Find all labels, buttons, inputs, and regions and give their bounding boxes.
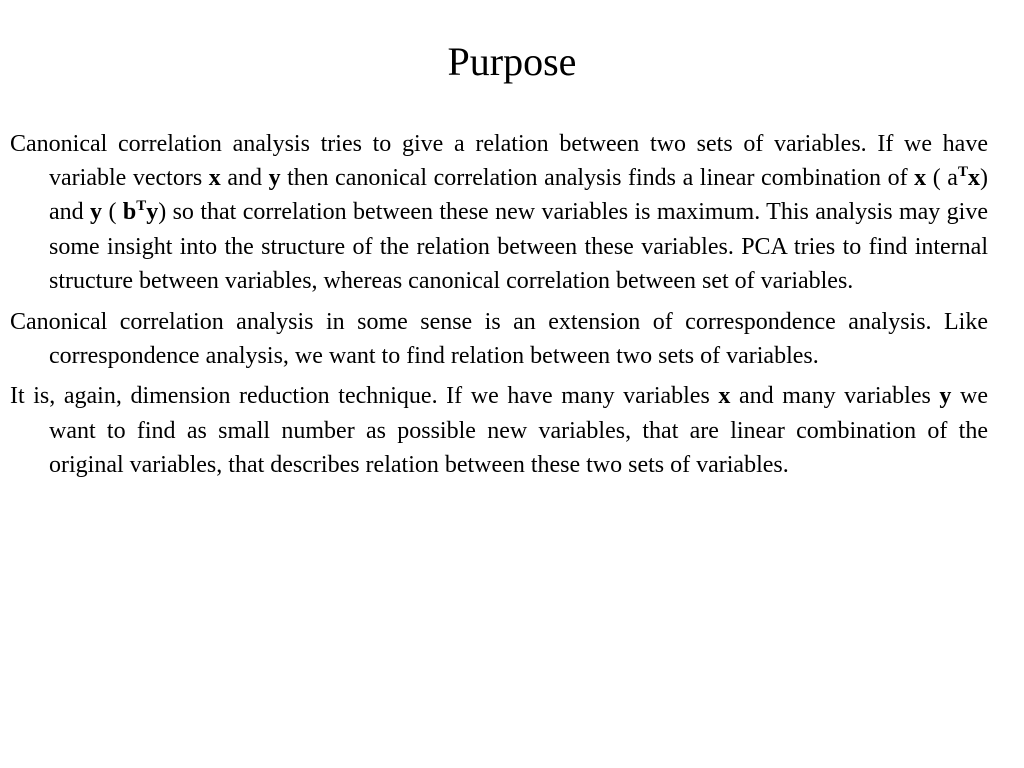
text-run: ( [102,199,123,226]
text-run: It is, again, dimension reduction technique. If we have many variables [10,383,719,410]
text-run: we want to find as small number as possible new variables, that are linear combination of the original variables, that describes relation between these two sets of variables. [49,383,989,478]
text-run: ) so that correlation between these new variables is maximum. This analysis may give some insight into the structure of the relation between these variables. PCA tries to find internal structure between variables, whereas canonical correlation between set of variables. [49,199,988,294]
bold-variable-x: x [208,165,221,192]
bold-variable-y: y [146,199,159,226]
text-run: and [220,165,269,192]
text-run: then canonical correlation analysis finds a linear combination of [280,165,915,192]
bold-variable-x: x [914,165,927,192]
text-run: Canonical correlation analysis tries to give a relation between two sets of variables. If we have variable vectors [10,131,988,192]
bold-vector-b: b [122,199,137,226]
slide-body [10,127,988,489]
bold-variable-y: y [90,199,103,226]
paragraph-2 [10,305,988,373]
text-run: Canonical correlation analysis in some sense is an extension of correspondence analysis. Like correspondence analysis, we want to find relation between two sets of variables. [10,308,988,369]
transpose-superscript: T [957,164,968,181]
bold-variable-y: y [939,383,952,410]
text-run: ( a [926,165,958,192]
slide-title: Purpose [447,39,577,84]
bold-variable-x: x [718,383,731,410]
bold-variable-x: x [967,165,980,192]
transpose-superscript: T [136,198,147,215]
paragraph-1 [10,127,988,298]
bold-variable-y: y [268,165,281,192]
text-run: and many variables [730,383,940,410]
paragraph-3 [10,379,988,482]
text-run: ) and [49,165,988,226]
